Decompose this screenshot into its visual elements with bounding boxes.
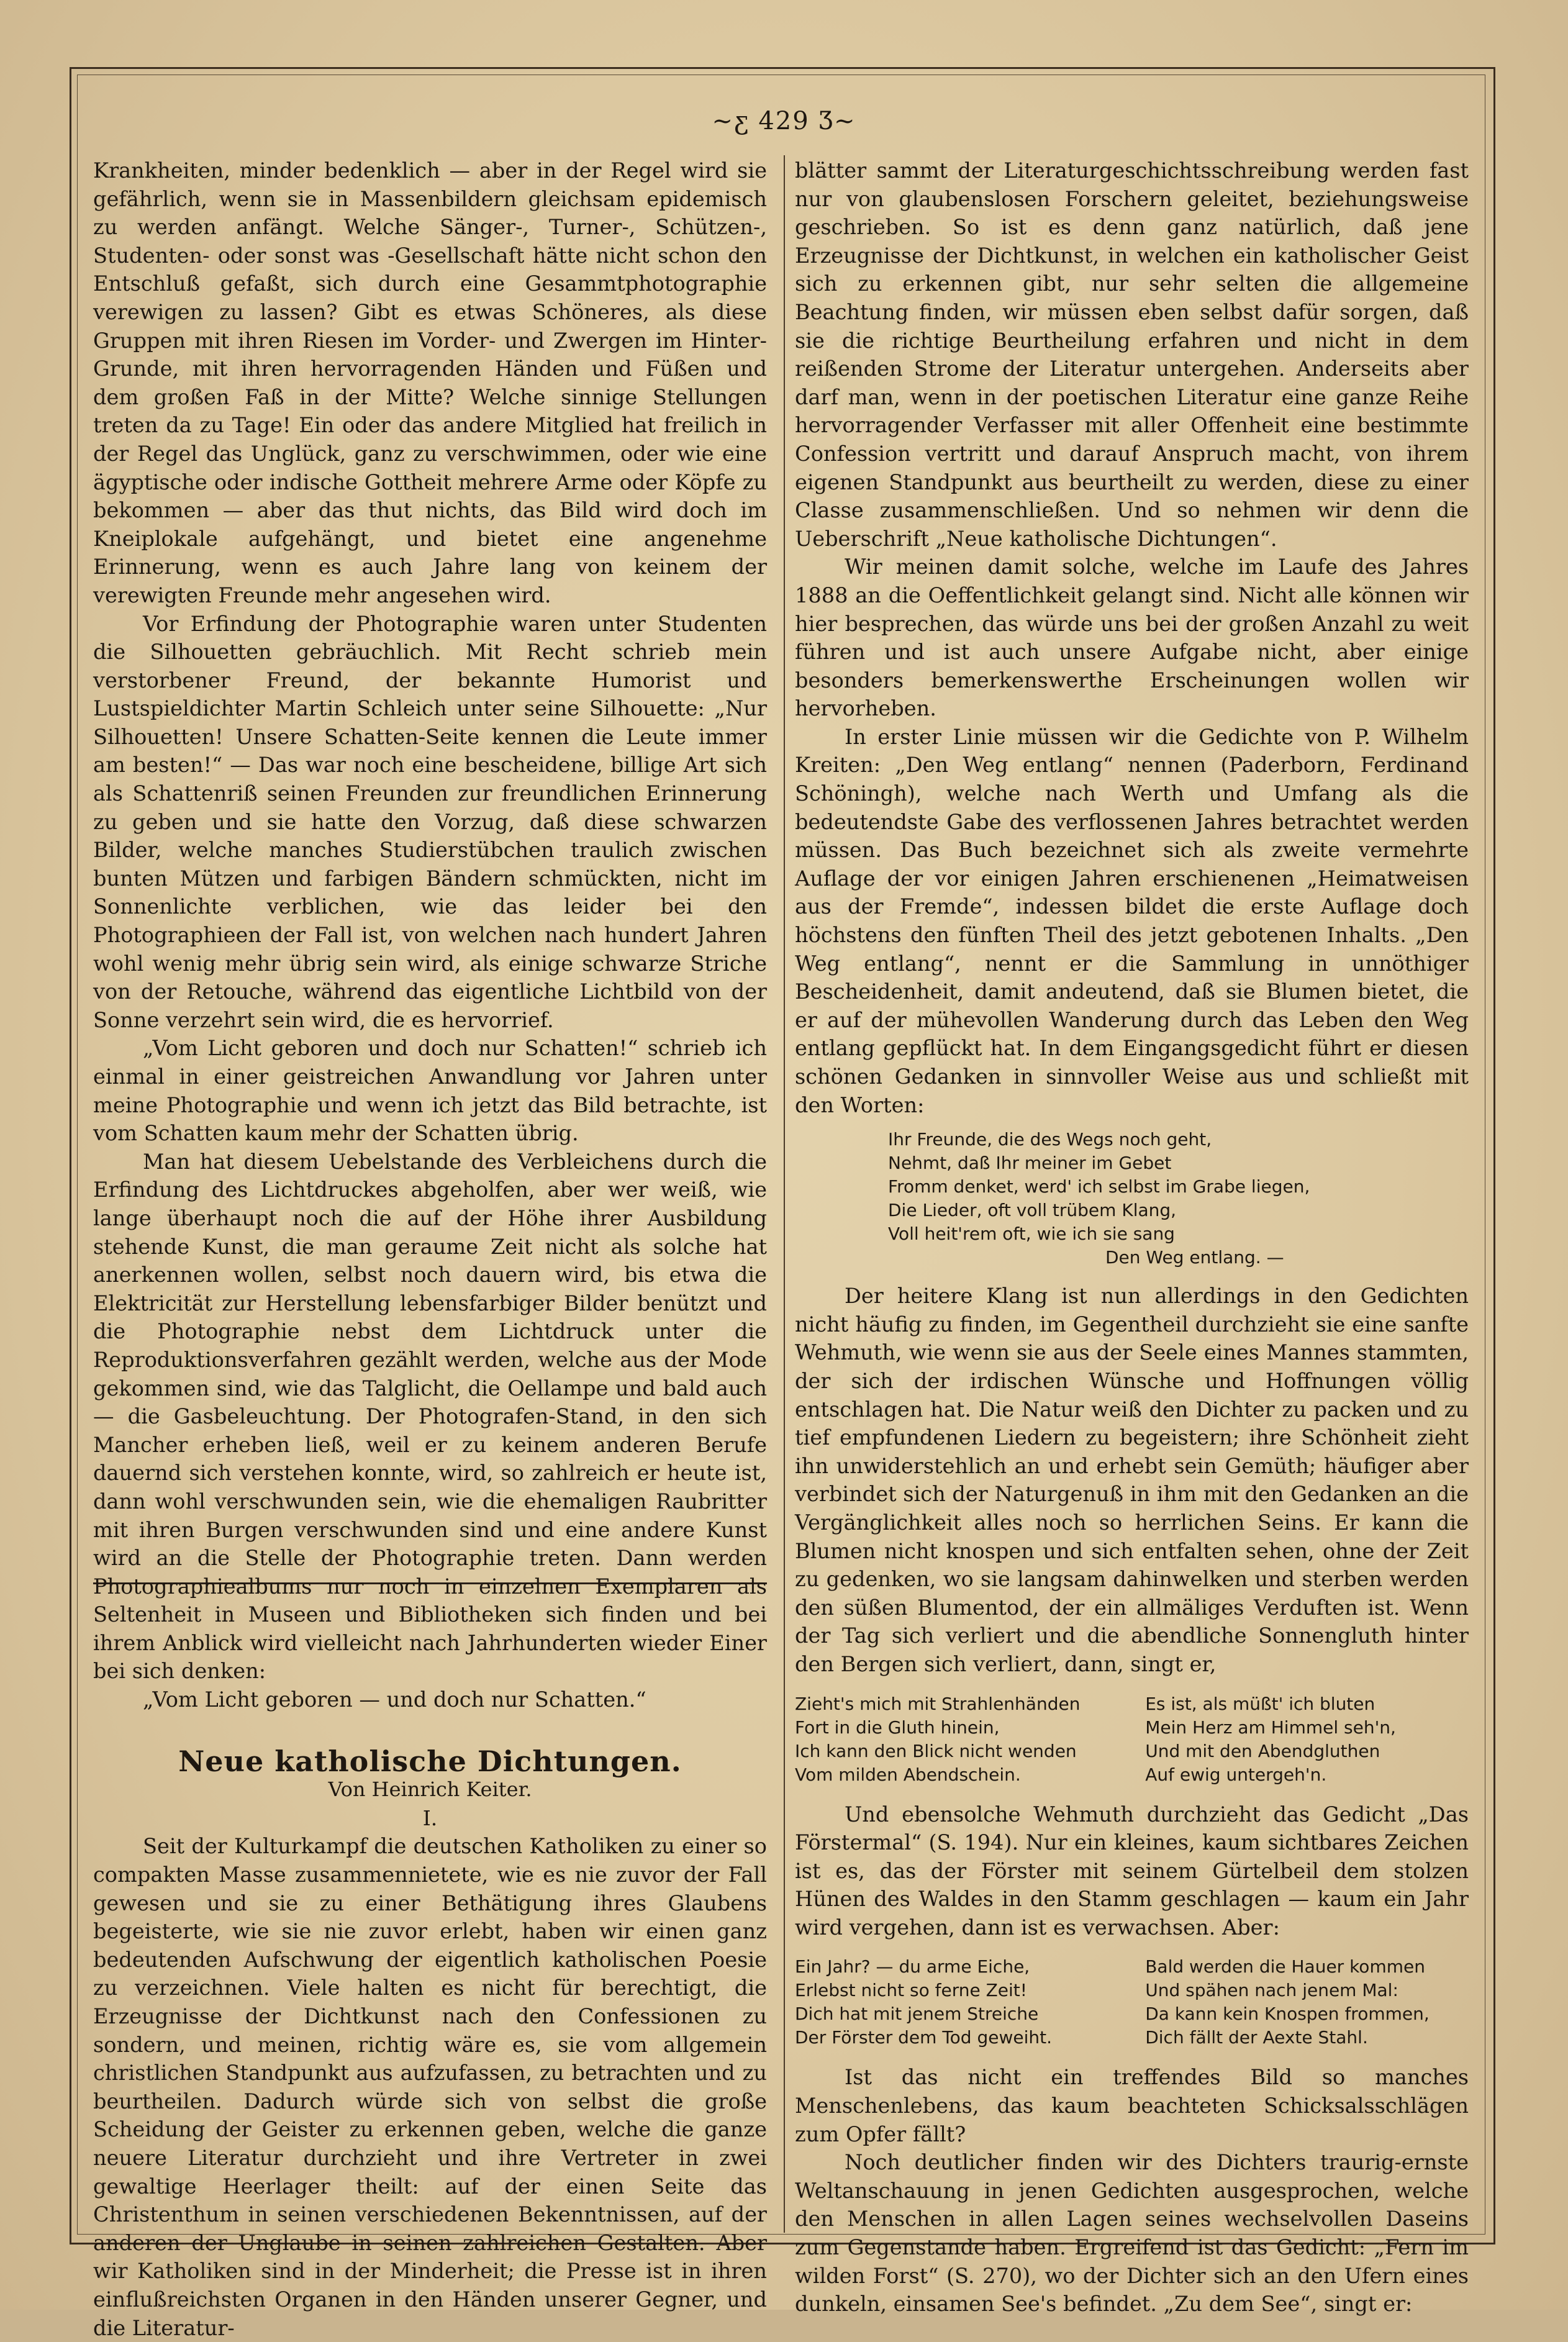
poem-line: Fromm denket, werd' ich selbst im Grabe liegen, bbox=[888, 1176, 1310, 1197]
article-title: Neue katholische Dichtungen. bbox=[178, 1744, 682, 1778]
poem-two-stanzas bbox=[795, 1955, 1469, 2049]
paragraph: Und ebensolche Wehmuth durchzieht das Gedicht „Das Förstermal“ (S. 194). Nur ein kleines, kaum sichtbares Zeichen ist es, das der Förster mit seinem Gürtelbeil dem stolzen Hünen des Waldes in den Stamm geschlagen — kaum ein Jahr wird vergehen, dann ist es verwachsen. Aber: bbox=[795, 1802, 1469, 1940]
poem-line: Es ist, als müßt' ich bluten bbox=[1145, 1693, 1375, 1714]
poem-line: Ich kann den Blick nicht wenden bbox=[795, 1740, 1077, 1761]
poem-two-stanzas bbox=[795, 1692, 1469, 1787]
poem-stanza-left bbox=[795, 1955, 1118, 2049]
poem-line: Fort in die Gluth hinein, bbox=[795, 1717, 1000, 1738]
page-number-value: 429 bbox=[758, 107, 810, 135]
poem-line: Und spähen nach jenem Mal: bbox=[1145, 1980, 1398, 2001]
poem-stanza-right bbox=[1145, 1955, 1469, 2049]
left-column bbox=[93, 157, 767, 2342]
paragraph: Krankheiten, minder bedenklich — aber in der Regel wird sie gefährlich, wenn sie in Massenbildern gleichsam epidemisch zu werden anfängt. Welche Sänger-, Turner-, Schützen-, Studenten- oder sonst was -Gesellschaft hätte nicht schon den Entschluß gefaßt, sich durch eine Gesammtphotographie verewigen zu lassen? Gibt es etwas Schöneres, als diese Gruppen mit ihren Riesen im Vorder- und Zwergen im Hinter-Grunde, mit ihren hervorragenden Händen und Füßen und dem großen Faß in der Mitte? Welche sinnige Stellungen treten da zu Tage! Ein oder das andere Mitglied hat freilich in der Regel das Unglück, ganz zu verschwimmen, oder wie eine ägyptische oder indische Gottheit mehrere Arme oder Köpfe zu bekommen — aber das thut nichts, das Bild wird doch im Kneiplokale aufgehängt, und bietet eine angenehme Erinnerung, wenn es auch Jahre lang von keinem der verewigten Freunde mehr angesehen wird. bbox=[93, 158, 767, 607]
poem-line: Bald werden die Hauer kommen bbox=[1145, 1956, 1425, 1977]
paragraph: Vor Erfindung der Photographie waren unter Studenten die Silhouetten gebräuchlich. Mit Recht schrieb mein verstorbener Freund, der bekannte Humorist und Lustspieldichter Martin Schleich unter seine Silhouette: „Nur Silhouetten! Unsere Schatten-Seite kennen die Leute immer am besten!“ — Das war noch eine bescheidene, billige Art sich als Schattenriß seinen Freunden zur freundlichen Erinnerung zu geben und sie hatte den Vorzug, daß diese schwarzen Bilder, welche manches Studierstübchen traulich zwischen bunten Mützen und farbigen Bändern schmückten, nicht im Sonnenlichte verblichen, wie das leider bei den Photographieen der Fall ist, von welchen nach hundert Jahren wohl wenig mehr übrig sein wird, als einige schwarze Striche von der Retouche, während das eigentliche Lichtbild von der Sonne verzehrt sein wird, die es hervorrief. bbox=[93, 611, 767, 1032]
poem-line: Dich fällt der Aexte Stahl. bbox=[1145, 2027, 1368, 2048]
column-divider bbox=[784, 155, 785, 2233]
poem-line: Erlebst nicht so ferne Zeit! bbox=[795, 1980, 1027, 2001]
poem-line: Voll heit'rem oft, wie ich sie sang bbox=[888, 1223, 1175, 1245]
paragraph: Der heitere Klang ist nun allerdings in den Gedichten nicht häufig zu finden, im Gegentheil durchzieht sie eine sanfte Wehmuth, wie wenn sie aus der Seele eines Mannes stammten, der sich der irdischen Wünsche und Hoffnungen völlig entschlagen hat. Die Natur weiß den Dichter zu packen und zu tief empfundenen Liedern zu begeistern; ihre Schönheit zieht ihn unwiderstehlich an und erhebt sein Gemüth; häufiger aber verbindet sich der Naturgenuß in ihm mit den Gedanken an die Vergänglichkeit alles noch so herrlichen Seins. Er kann die Blumen nicht knospen und sich entfalten sehen, ohne der Zeit zu gedenken, wo sie langsam dahinwelken und sterben werden den süßen Blumentod, der ein allmäliges Verduften ist. Wenn der Tag sich verliert und die abendliche Sonnengluth hinter den Bergen sich verliert, dann, singt er, bbox=[795, 1284, 1469, 1676]
right-column bbox=[795, 157, 1469, 2318]
poem-quote bbox=[795, 1128, 1469, 1269]
ornament-left: ~ƹ bbox=[712, 107, 759, 135]
article-byline: Von Heinrich Keiter. bbox=[328, 1777, 532, 1802]
paragraph: blätter sammt der Literaturgeschichtsschreibung werden fast nur von glaubenslosen Forschern geleitet, beziehungsweise geschrieben. So ist es denn ganz natürlich, daß jene Erzeugnisse der Dichtkunst, in welchen ein katholischer Geist sich zu erkennen gibt, nur sehr selten die allgemeine Beachtung finden, wir müssen eben selbst dafür sorgen, daß sie die richtige Beurtheilung erfahren und nicht in dem reißenden Strome der Literatur untergehen. Anderseits aber darf man, wenn in der poetischen Literatur eine ganze Reihe hervorragender Verfasser mit aller Offenheit eine bestimmte Confession vertritt und darauf Anspruch macht, von ihrem eigenen Standpunkt aus beurtheilt zu werden, diese zu einer Classe zusammenschließen. Und so nehmen wir denn die Ueberschrift „Neue katholische Dichtungen“. bbox=[795, 158, 1469, 551]
paragraph: In erster Linie müssen wir die Gedichte von P. Wilhelm Kreiten: „Den Weg entlang“ nennen (Paderborn, Ferdinand Schöningh), welche nach Werth und Umfang als die bedeutendste Gabe des verflossenen Jahres betrachtet werden müssen. Das Buch bezeichnet sich als zweite vermehrte Auflage der vor einigen Jahren erschienenen „Heimatweisen aus der Fremde“, indessen bildet die erste Auflage doch höchstens den fünften Theil des jetzt gebotenen Inhalts. „Den Weg entlang“, nennt er die Sammlung in unnöthiger Bescheidenheit, damit andeutend, daß sie Blumen bietet, die er auf der mühevollen Wanderung durch das Leben den Weg entlang gepflückt hat. In dem Eingangsgedicht führt er diesen schönen Gedanken in sinnvoller Weise aus und schließt mit den Worten: bbox=[795, 724, 1469, 1117]
poem-line: Mein Herz am Himmel seh'n, bbox=[1145, 1717, 1396, 1738]
poem-line: Auf ewig untergeh'n. bbox=[1145, 1764, 1327, 1785]
article-section: I. bbox=[422, 1805, 438, 1830]
poem-line: Die Lieder, oft voll trübem Klang, bbox=[888, 1200, 1177, 1221]
paragraph: Seit der Kulturkampf die deutschen Katholiken zu einer so compakten Masse zusammennietete, wie es nie zuvor der Fall gewesen und sie zu einer Bethätigung ihres Glaubens begeisterte, wie sie nie zuvor erlebt, haben wir einen ganz bedeutenden Aufschwung der eigentlich katholischen Poesie zu verzeichnen. Viele halten es nicht für berechtigt, die Erzeugnisse der Dichtkunst nach den Confessionen zu sondern, und meinen, richtig wäre es, sie vom allgemein christlichen Standpunkt aus aufzufassen, zu betrachten und zu beurtheilen. Dadurch würde sich von selbst die große Scheidung der Geister zu erkennen geben, welche die ganze neuere Literatur durchzieht und ihre Vertreter in zwei gewaltige Heerlager theilt: auf der einen Seite das Christenthum in seinen verschiedenen Bekenntnissen, auf der anderen der Unglaube in seinen zahlreichen Gestalten. Aber wir Katholiken sind in der Minderheit; die Presse ist in ihren einflußreichsten Organen in den Händen unserer Gegner, und die Literatur- bbox=[93, 1834, 767, 2340]
page-number bbox=[0, 107, 1568, 135]
poem-line: Der Förster dem Tod geweiht. bbox=[795, 2027, 1053, 2048]
poem-line: Ein Jahr? — du arme Eiche, bbox=[795, 1956, 1030, 1977]
ornament-right: Ʒ~ bbox=[809, 107, 856, 135]
paragraph: „Vom Licht geboren — und doch nur Schatten.“ bbox=[143, 1687, 646, 1712]
paragraph: Wir meinen damit solche, welche im Laufe des Jahres 1888 an die Oeffentlichkeit gelangt sind. Nicht alle können wir hier besprechen, das würde uns bei der großen Anzahl zu weit führen und ist auch unsere Aufgabe nicht, aber einige besonders bemerkenswerthe Erscheinungen wollen wir hervorheben. bbox=[795, 555, 1469, 721]
poem-line: Nehmt, daß Ihr meiner im Gebet bbox=[888, 1153, 1172, 1174]
paragraph: Noch deutlicher finden wir des Dichters traurig-ernste Weltanschauung in jenen Gedichten ausgesprochen, welche den Menschen in allen Lagen seines wechselvollen Daseins zum Gegenstande haben. Ergreifend ist das Gedicht: „Fern im wilden Forst“ (S. 270), wo der Dichter sich an den Ufern eines dunkeln, einsamen See's befindet. „Zu dem See“, singt er: bbox=[795, 2150, 1469, 2317]
poem-stanza-right bbox=[1145, 1692, 1469, 1787]
paragraph: „Vom Licht geboren und doch nur Schatten!“ schrieb ich einmal in einer geistreichen Anwandlung vor Jahren unter meine Photographie und wenn ich jetzt das Bild betrachte, ist vom Schatten kaum mehr der Schatten übrig. bbox=[93, 1036, 767, 1146]
poem-line: Ihr Freunde, die des Wegs noch geht, bbox=[888, 1129, 1212, 1150]
paragraph: Man hat diesem Uebelstande des Verbleichens durch die Erfindung des Lichtdruckes abgeholfen, aber wer weiß, wie lange überhaupt noch die auf der Höhe ihrer Ausbildung stehende Kunst, die man geraume Zeit nicht als solche hat anerkennen wollen, selbst noch dauern wird, bis etwa die Elektricität zur Herstellung lebensfarbiger Bilder benützt und die Photographie nebst dem Lichtdruck unter die Reproduktionsverfahren gezählt werden, welche aus der Mode gekommen sind, wie das Talglicht, die Oellampe und bald auch — die Gasbeleuchtung. Der Photografen-Stand, in den sich Mancher erheben ließ, weil er zu keinem anderen Berufe dauernd sich verstehen konnte, wird, so zahlreich er heute ist, dann wohl verschwunden sein, wie die ehemaligen Raubritter mit ihren Burgen verschwunden sind und eine andere Kunst wird an die Stelle der Photographie treten. Dann werden Photographiealbums nur noch in einzelnen Exemplaren als Seltenheit in Museen und Bibliotheken sich finden und bei ihrem Anblick wird vielleicht nach Jahrhunderten wieder Einer bei sich denken: bbox=[93, 1149, 767, 1684]
paragraph: Ist das nicht ein treffendes Bild so manches Menschenlebens, das kaum beachteten Schicksalsschlägen zum Opfer fällt? bbox=[795, 2065, 1469, 2146]
poem-line: Da kann kein Knospen frommen, bbox=[1145, 2004, 1430, 2025]
poem-line: Dich hat mit jenem Streiche bbox=[795, 2004, 1039, 2025]
poem-stanza-left bbox=[795, 1692, 1118, 1787]
poem-line: Vom milden Abendschein. bbox=[795, 1764, 1021, 1785]
poem-line: Zieht's mich mit Strahlenhänden bbox=[795, 1693, 1081, 1714]
poem-line: Den Weg entlang. — bbox=[1105, 1247, 1284, 1268]
poem-line: Und mit den Abendgluthen bbox=[1145, 1740, 1380, 1761]
spacer bbox=[93, 1714, 767, 1748]
